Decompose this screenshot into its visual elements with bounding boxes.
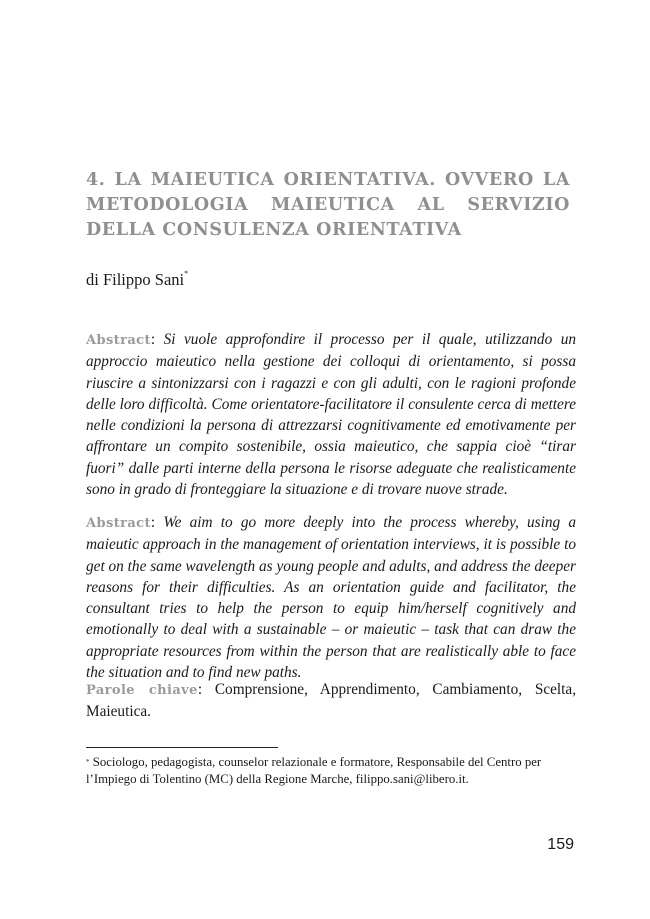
footnote-marker: *	[86, 758, 90, 766]
footnote-divider	[86, 747, 278, 748]
keywords-label: Parole chiave	[86, 683, 198, 698]
author-name: di Filippo Sani	[86, 270, 185, 289]
abstract-english-text: We aim to go more deeply into the process whereby, using a maieutic approach in the management of orientation interviews, it is possible to get on the same wavelength as young people and adults, and address the deeper reasons for their difficulties. As an orientation guide and facilitator, the consultant tries to help the person to equip him/herself cognitively and emotionally to deal with a sustainable – or maieutic – task that can draw the appropriate resources from within the person that are realistically able to face the situation and to find new paths.	[86, 514, 576, 682]
chapter-title: 4. LA MAIEUTICA ORIENTATIVA. OVVERO LA METODOLOGIA MAIEUTICA AL SERVIZIO DELLA CONSULENZA ORIENTATIVA	[86, 170, 570, 240]
author-footnote-marker: *	[184, 269, 189, 278]
keywords: Parole chiave: Comprensione, Apprendimento, Cambiamento, Scelta, Maieutica.	[86, 681, 577, 721]
footnote-text: Sociologo, pedagogista, counselor relazionale e formatore, Responsabile del Centro per l’Impiego di Tolentino (MC) della Regione Marche, filippo.sani@libero.it.	[86, 755, 542, 786]
abstract-italian-label: Abstract	[86, 333, 151, 348]
footnote	[86, 754, 576, 788]
abstract-english-label: Abstract	[86, 516, 151, 531]
keywords-text: Comprensione, Apprendimento, Cambiamento, Scelta, Maieutica.	[86, 681, 577, 721]
author-line	[86, 270, 188, 290]
abstract-italian: Abstract: Si vuole approfondire il processo per il quale, utilizzando un approccio maieutico nella gestione dei colloqui di orientamento, si possa riuscire a sintonizzarsi con i ragazzi e con gli adulti, con le ragioni profonde delle loro difficoltà. Come orientatore-facilitatore il consulente cerca di mettere nelle condizioni la persona di attrezzarsi cognitivamente ed emotivamente per affrontare un compito sostenibile, ossia maieutico, che sappia cioè “tirar fuori” dalle parti interne della persona le risorse adeguate che realisticamente sono in grado di fronteggiare la situazione e di trovare nuove strade.	[86, 331, 576, 499]
abstract-italian-text: Si vuole approfondire il processo per il quale, utilizzando un approccio maieutico nella gestione dei colloqui di orientamento, si possa riuscire a sintonizzarsi con i ragazzi e con gli adulti, con le ragioni profonde delle loro difficoltà. Come orientatore-facilitatore il consulente cerca di mettere nelle condizioni la persona di attrezzarsi cognitivamente ed emotivamente per affrontare un compito sostenibile, ossia maieutico, che sappia cioè “tirar fuori” dalle parti interne della persona le risorse adeguate che realisticamente sono in grado di fronteggiare la situazione e di trovare nuove strade.	[86, 331, 576, 499]
abstract-english: Abstract: We aim to go more deeply into the process whereby, using a maieutic approach in the management of orientation interviews, it is possible to get on the same wavelength as young people and adults, and address the deeper reasons for their difficulties. As an orientation guide and facilitator, the consultant tries to help the person to equip him/herself cognitively and emotionally to deal with a sustainable – or maieutic – task that can draw the appropriate resources from within the person that are realistically able to face the situation and to find new paths.	[86, 514, 576, 682]
page-number: 159	[547, 836, 574, 853]
